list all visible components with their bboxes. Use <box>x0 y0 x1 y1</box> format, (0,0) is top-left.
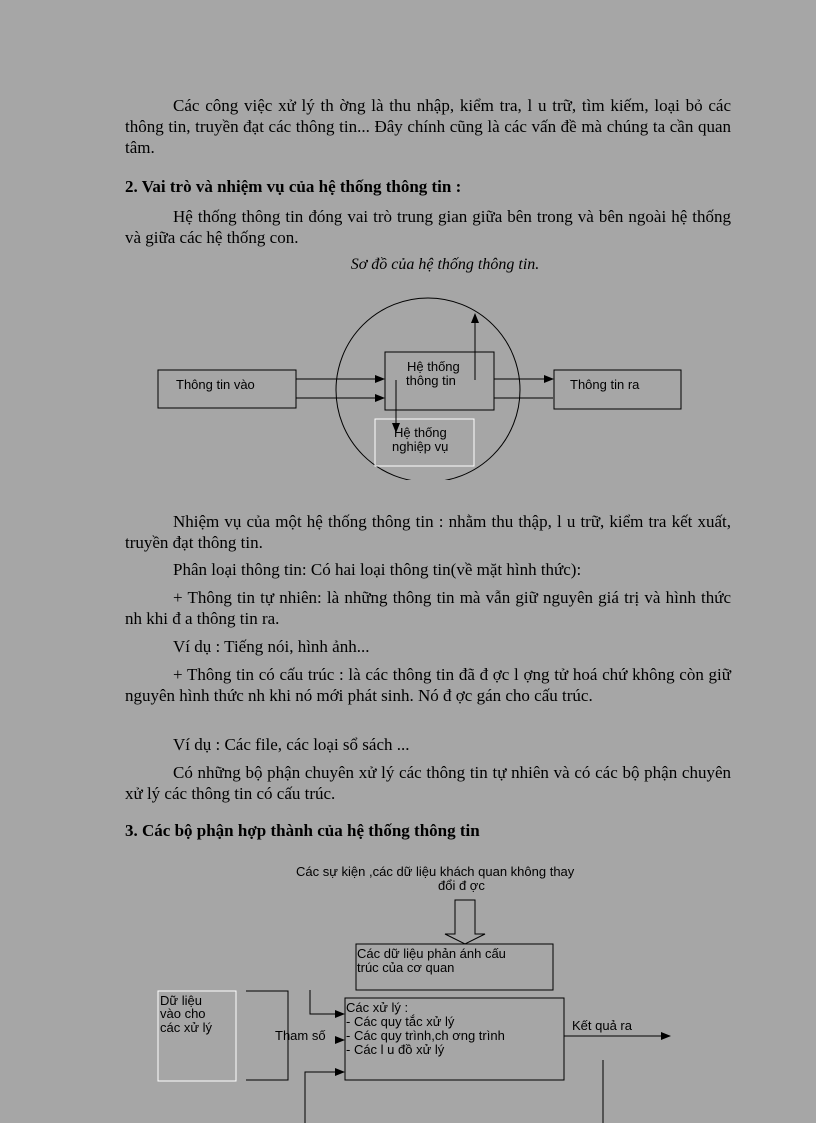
org-data-label-2: trúc của cơ quan <box>357 960 455 975</box>
output-label: Thông tin ra <box>570 377 640 392</box>
input-label: Thông tin vào <box>176 377 255 392</box>
paragraph-example-2: Ví dụ : Các file, các loại sổ sách ... <box>173 735 410 754</box>
facts-label-1: Các sự kiện ,các dữ liệu khách quan không thay <box>296 864 575 879</box>
section-heading-2: 2. Vai trò và nhiệm vụ của hệ thống thông tin : <box>125 177 462 196</box>
center-label-1: Hệ thống <box>407 359 460 374</box>
paragraph-natural-info: + Thông tin tự nhiên: là những thông tin mà vẫn giữ nguyên giá trị và hình thức nh khi đ a thông tin ra. <box>125 588 731 628</box>
input-data-label-3: các xử lý <box>160 1020 213 1035</box>
input-data-label-2: vào cho <box>160 1006 206 1021</box>
paragraph-classification: Phân loại thông tin: Có hai loại thông tin(về mặt hình thức): <box>173 560 582 579</box>
diagram-caption: Sơ đồ của hệ thống thông tin. <box>350 256 540 273</box>
processing-label-1: Các xử lý : <box>346 1000 409 1015</box>
result-label: Kết quả ra <box>572 1018 632 1033</box>
paragraph-structured-info: + Thông tin có cấu trúc : là các thông tin đã đ ợc l ợng tử hoá chứ không còn giữ nguyên hình thức nh khi nó mới phát sinh. Nó đ ợc gán cho cấu trúc. <box>125 665 731 705</box>
paragraph-tasks: Nhiệm vụ của một hệ thống thông tin : nhằm thu thập, l u trữ, kiểm tra kết xuất, truyền đạt thông tin. <box>125 512 731 552</box>
feedback-connector <box>305 1072 344 1123</box>
paragraph-intro: Các công việc xử lý th ờng là thu nhập, kiểm tra, l u trữ, tìm kiếm, loại bỏ các thông tin, truyền đạt các thông tin... Đây chính cũng là các vấn đề mà chúng ta cần quan tâm. <box>125 96 731 157</box>
paragraph-processing-parts: Có những bộ phận chuyên xử lý các thông tin tự nhiên và có các bộ phận chuyên xử lý các thông tin có cấu trúc. <box>125 763 731 803</box>
components-diagram <box>0 850 816 1123</box>
business-label-2: nghiệp vụ <box>392 439 449 454</box>
section-heading-3: 3. Các bộ phận hợp thành của hệ thống thông tin <box>125 821 480 840</box>
input-data-label-1: Dữ liệu <box>160 993 202 1008</box>
param-label: Tham số <box>275 1028 326 1043</box>
block-arrow-down <box>445 900 485 944</box>
org-data-label-1: Các dữ liệu phản ánh cấu <box>357 946 506 961</box>
center-label-2: thông tin <box>406 373 456 388</box>
business-label-1: Hệ thống <box>394 425 447 440</box>
processing-label-2: - Các quy tắc xử lý <box>346 1014 455 1029</box>
org-data-connector <box>310 990 344 1014</box>
paragraph-example-1: Ví dụ : Tiếng nói, hình ảnh... <box>173 637 370 656</box>
processing-label-4: - Các l u đồ xử lý <box>346 1042 445 1057</box>
facts-label-2: đổi đ ợc <box>438 878 485 893</box>
processing-label-3: - Các quy trình,ch ơng trình <box>346 1028 505 1043</box>
information-system-diagram <box>0 0 816 480</box>
paragraph-role: Hệ thống thông tin đóng vai trò trung gian giữa bên trong và bên ngoài hệ thống và giữa các hệ thống con. <box>125 207 731 247</box>
